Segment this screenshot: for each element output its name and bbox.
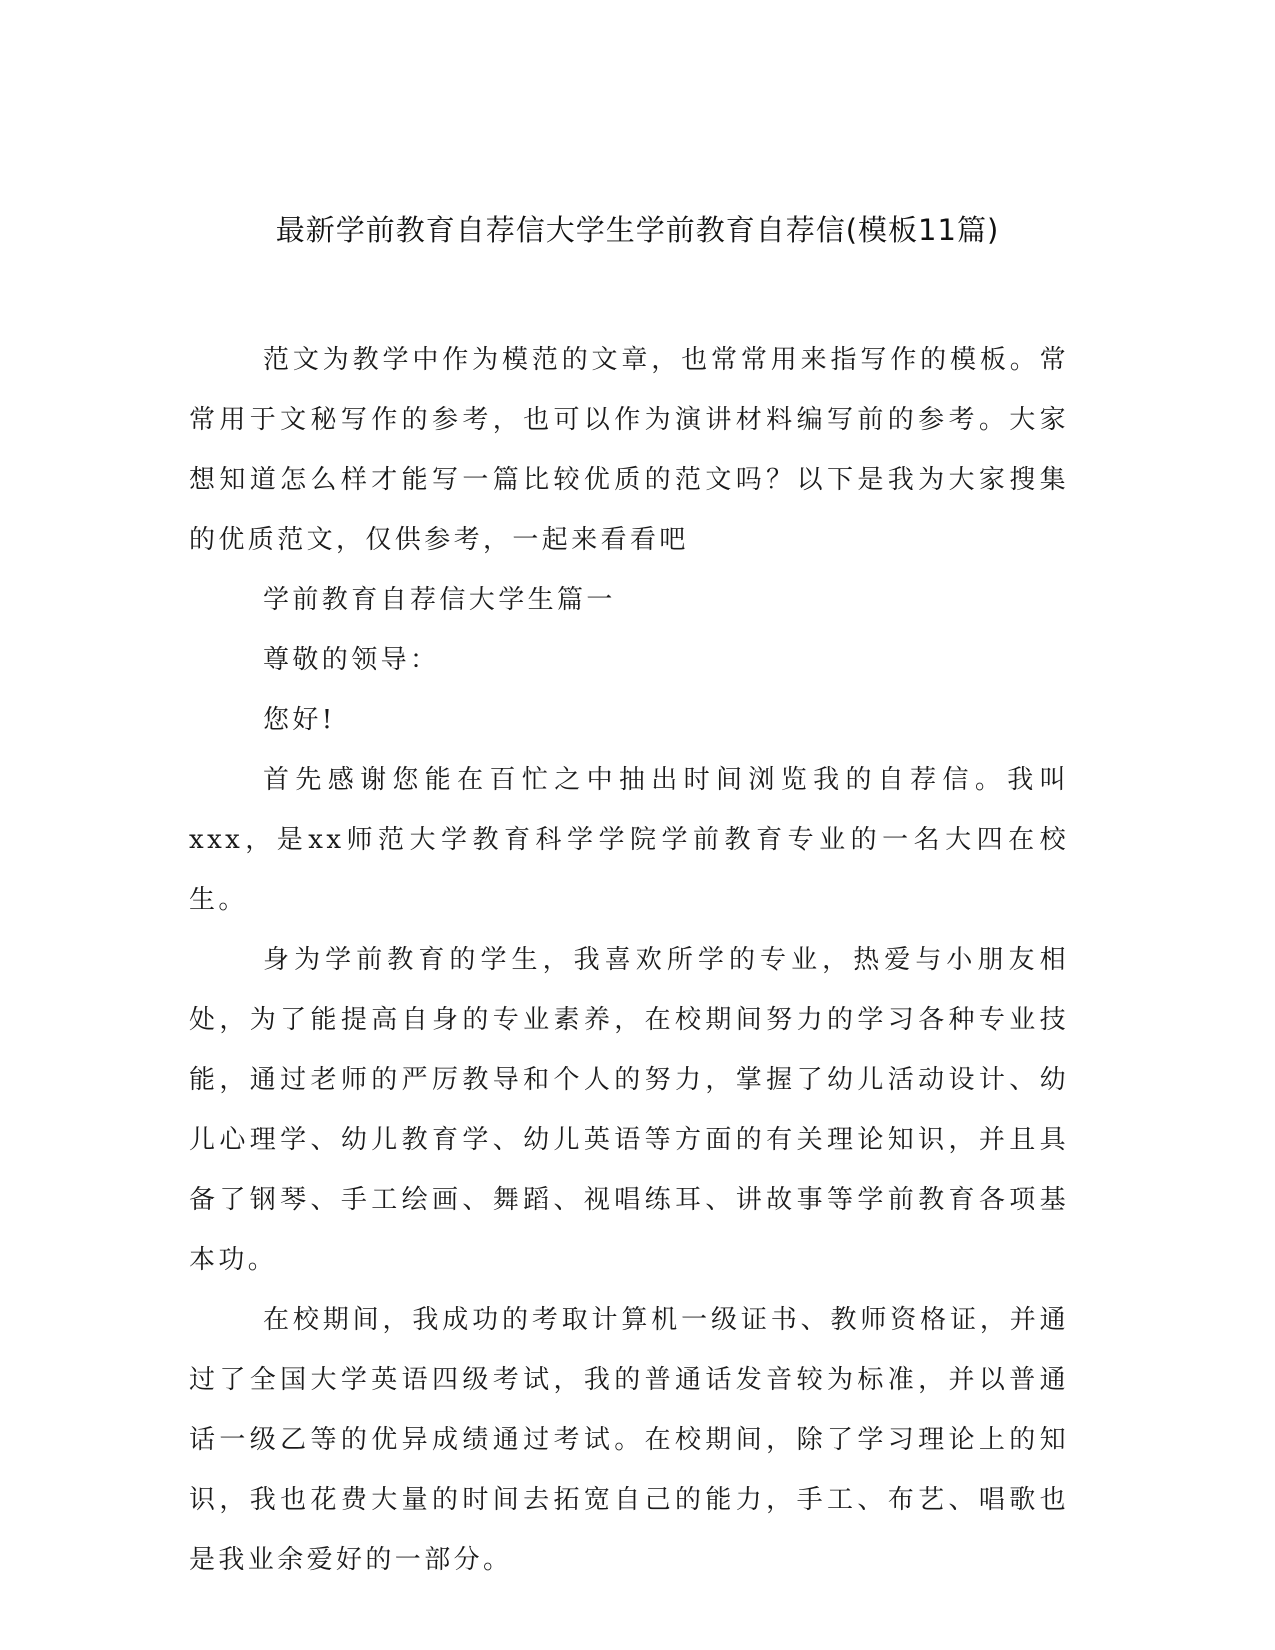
section-heading: 学前教育自荐信大学生篇一 xyxy=(263,585,616,615)
greeting: 您好! xyxy=(263,705,336,735)
intro-paragraph: 范文为教学中作为模范的文章，也常常用来指写作的模板。常常用于文秘写作的参考，也可以作为演讲材料编写前的参考。大家想知道怎么样才能写一篇比较优质的范文吗？以下是我为大家搜集的优质范文，仅供参考，一起来看看吧 xyxy=(189,345,1069,555)
salutation: 尊敬的领导： xyxy=(263,645,440,675)
document-body xyxy=(189,330,1069,1590)
body-paragraph: 身为学前教育的学生，我喜欢所学的专业，热爱与小朋友相处，为了能提高自身的专业素养，在校期间努力的学习各种专业技能，通过老师的严厉教导和个人的努力，掌握了幼儿活动设计、幼儿心理学、幼儿教育学、幼儿英语等方面的有关理论知识，并且具备了钢琴、手工绘画、舞蹈、视唱练耳、讲故事等学前教育各项基本功。 xyxy=(189,945,1069,1275)
body-paragraph: 首先感谢您能在百忙之中抽出时间浏览我的自荐信。我叫xxx，是xx师范大学教育科学学院学前教育专业的一名大四在校生。 xyxy=(189,765,1069,915)
document-title: 最新学前教育自荐信大学生学前教育自荐信(模板11篇) xyxy=(275,213,1000,247)
body-paragraph: 在校期间，我成功的考取计算机一级证书、教师资格证，并通过了全国大学英语四级考试，我的普通话发音较为标准，并以普通话一级乙等的优异成绩通过考试。在校期间，除了学习理论上的知识，我也花费大量的时间去拓宽自己的能力，手工、布艺、唱歌也是我业余爱好的一部分。 xyxy=(189,1305,1069,1575)
